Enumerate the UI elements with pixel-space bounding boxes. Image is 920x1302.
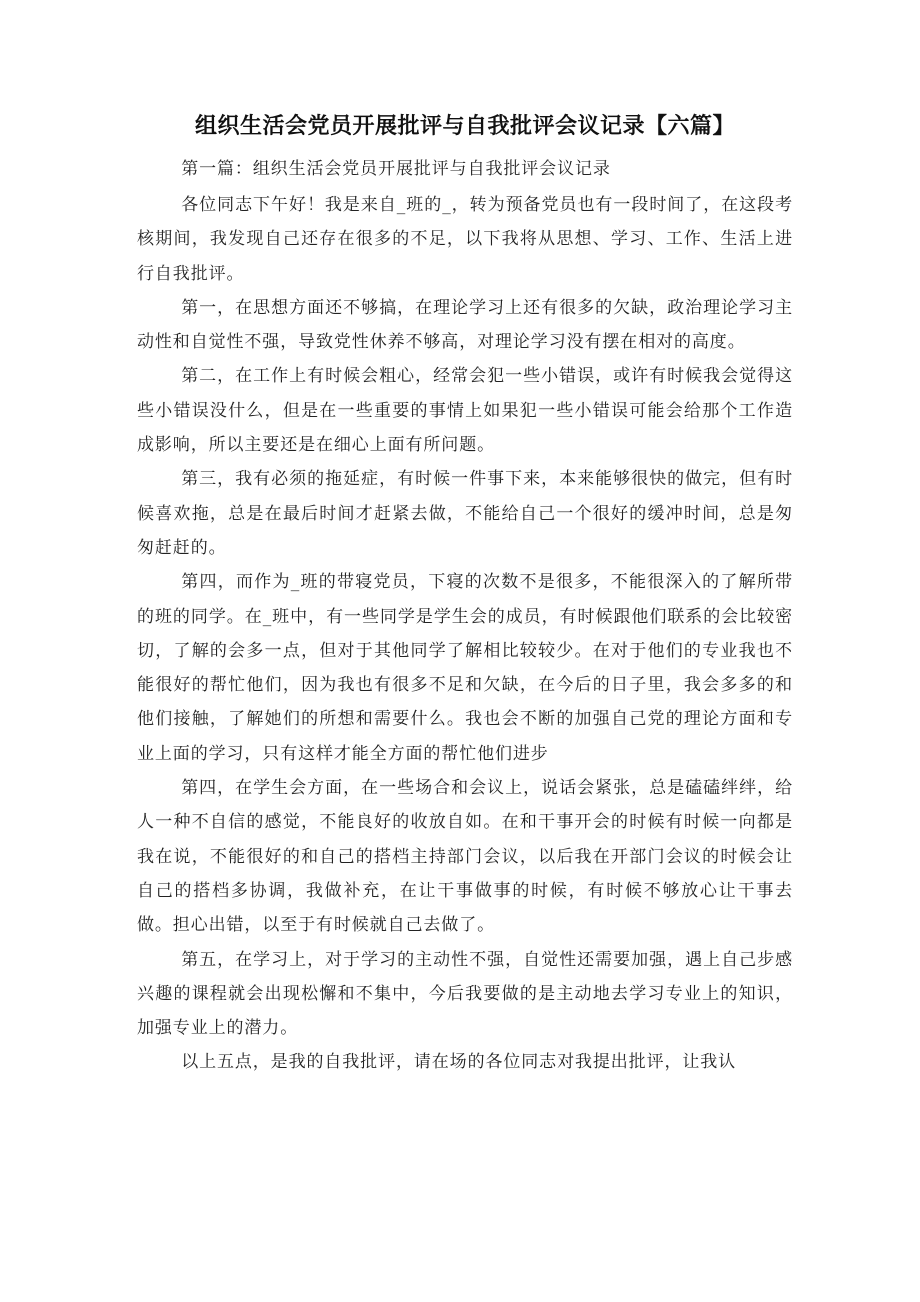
paragraph-point-1: 第一，在思想方面还不够搞，在理论学习上还有很多的欠缺，政治理论学习主动性和自觉性不强，导致党性休养不够高，对理论学习没有摆在相对的高度。 bbox=[137, 297, 793, 353]
paragraph-point-4b: 第四，在学生会方面，在一些场合和会议上，说话会紧张，总是磕磕绊绊，给人一种不自信的感觉，不能良好的收放自如。在和干事开会的时候有时候一向都是我在说，不能很好的和自己的搭档主持部门会议，以后我在开部门会议的时候会让自己的搭档多协调，我做补充，在让干事做事的时候，有时候不够放心让干事去做。担心出错，以至于有时候就自己去做了。 bbox=[137, 778, 793, 936]
paragraph-point-4a: 第四，而作为_班的带寝党员，下寝的次数不是很多，不能很深入的了解所带的班的同学。在_班中，有一些同学是学生会的成员，有时候跟他们联系的会比较密切，了解的会多一点，但对于其他同学了解相比较较少。在对于他们的专业我也不能很好的帮忙他们，因为我也有很多不足和欠缺，在今后的日子里，我会多多的和他们接触，了解她们的所想和需要什么。我也会不断的加强自己党的理论方面和专业上面的学习，只有这样才能全方面的帮忙他们进步 bbox=[137, 572, 793, 764]
document-title: 组织生活会党员开展批评与自我批评会议记录【六篇】 bbox=[194, 114, 735, 139]
paragraph-point-3: 第三，我有必须的拖延症，有时候一件事下来，本来能够很快的做完，但有时候喜欢拖，总是在最后时间才赶紧去做，不能给自己一个很好的缓冲时间，总是匆匆赶赶的。 bbox=[137, 469, 793, 558]
paragraph-greeting: 各位同志下午好！我是来自_班的_，转为预备党员也有一段时间了，在这段考核期间，我发现自己还存在很多的不足，以下我将从思想、学习、工作、生活上进行自我批评。 bbox=[137, 195, 793, 284]
paragraph-conclusion: 以上五点，是我的自我批评，请在场的各位同志对我提出批评，让我认 bbox=[181, 1052, 737, 1073]
paragraph-point-2: 第二，在工作上有时候会粗心，经常会犯一些小错误，或许有时候我会觉得这些小错误没什么，但是在一些重要的事情上如果犯一些小错误可能会给那个工作造成影响，所以主要还是在细心上面有所问题。 bbox=[137, 366, 793, 456]
document-page bbox=[137, 108, 793, 1080]
paragraph-point-5: 第五，在学习上，对于学习的主动性不强，自觉性还需要加强，遇上自己步感兴趣的课程就会出现松懈和不集中，今后我要做的是主动地去学习专业上的知识，加强专业上的潜力。 bbox=[137, 949, 793, 1039]
section-heading: 第一篇：组织生活会党员开展批评与自我批评会议记录 bbox=[181, 159, 611, 179]
